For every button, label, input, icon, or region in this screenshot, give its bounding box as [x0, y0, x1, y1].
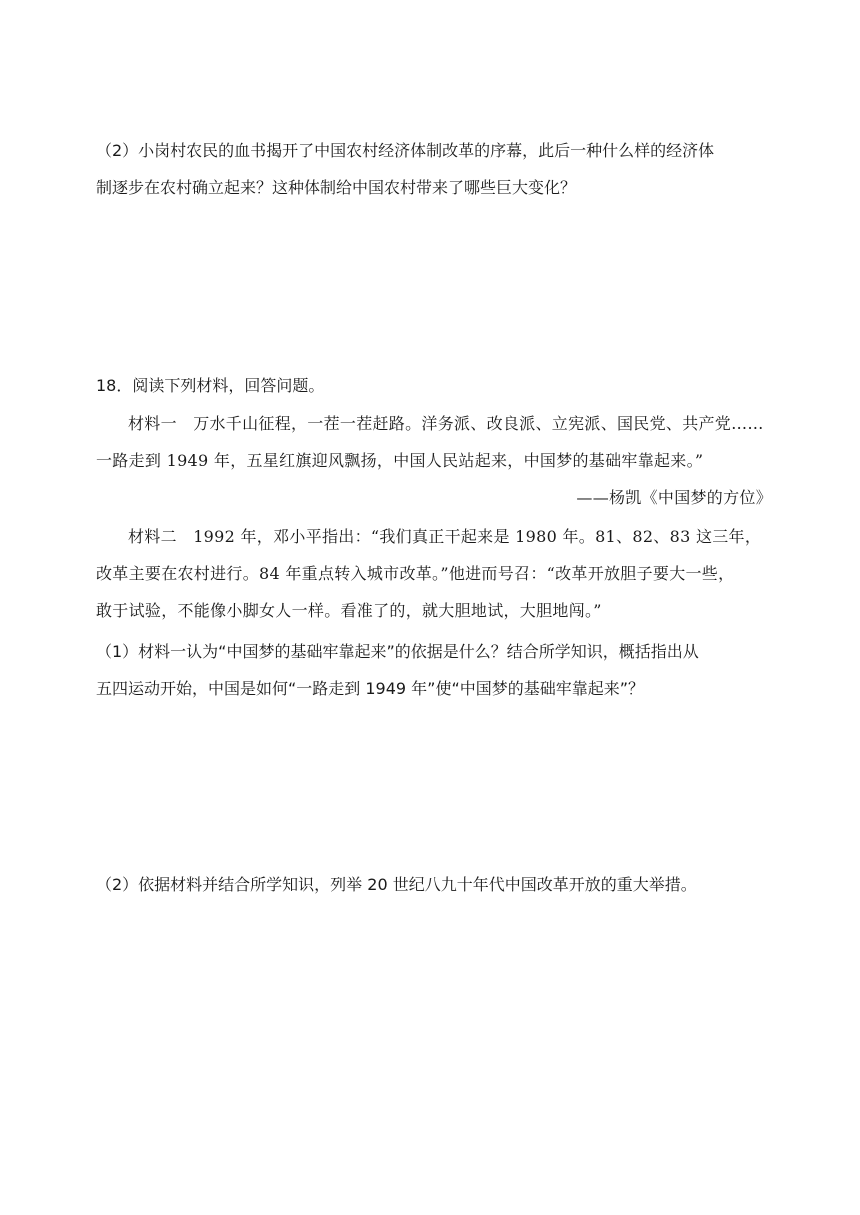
q18-1-line-2: 五四运动开始，中国是如何“一路走到 1949 年”使“中国梦的基础牢靠起来”？: [96, 679, 645, 698]
material-2-line-2: 改革主要在农村进行。84 年重点转入城市改革。”他进而号召：“改革开放胆子要大一些，: [96, 564, 735, 583]
material-1-line-2: 一路走到 1949 年，五星红旗迎风飘扬，中国人民站起来，中国梦的基础牢靠起来。”: [96, 451, 704, 470]
q17-2-line-1: （2）小岗村农民的血书揭开了中国农村经济体制改革的序幕，此后一种什么样的经济体: [96, 141, 715, 160]
q18-header: 18．阅读下列材料，回答问题。: [96, 376, 325, 395]
q18-1-line-1: （1）材料一认为“中国梦的基础牢靠起来”的依据是什么？结合所学知识，概括指出从: [96, 642, 699, 661]
q17-2-line-2: 制逐步在农村确立起来？这种体制给中国农村带来了哪些巨大变化？: [96, 178, 577, 197]
q18-2-line-1: （2）依据材料并结合所学知识，列举 20 世纪八九十年代中国改革开放的重大举措。: [96, 875, 697, 894]
material-1-line-1: 材料一 万水千山征程，一茬一茬赶路。洋务派、改良派、立宪派、国民党、共产党……: [128, 414, 764, 433]
material-1-source: ——杨凯《中国梦的方位》: [576, 488, 772, 507]
material-2-line-1: 材料二 1992 年，邓小平指出：“我们真正干起来是 1980 年。81、82、83 这三年，: [128, 527, 762, 546]
material-2-line-3: 敢于试验，不能像小脚女人一样。看准了的，就大胆地试，大胆地闯。”: [96, 601, 602, 620]
